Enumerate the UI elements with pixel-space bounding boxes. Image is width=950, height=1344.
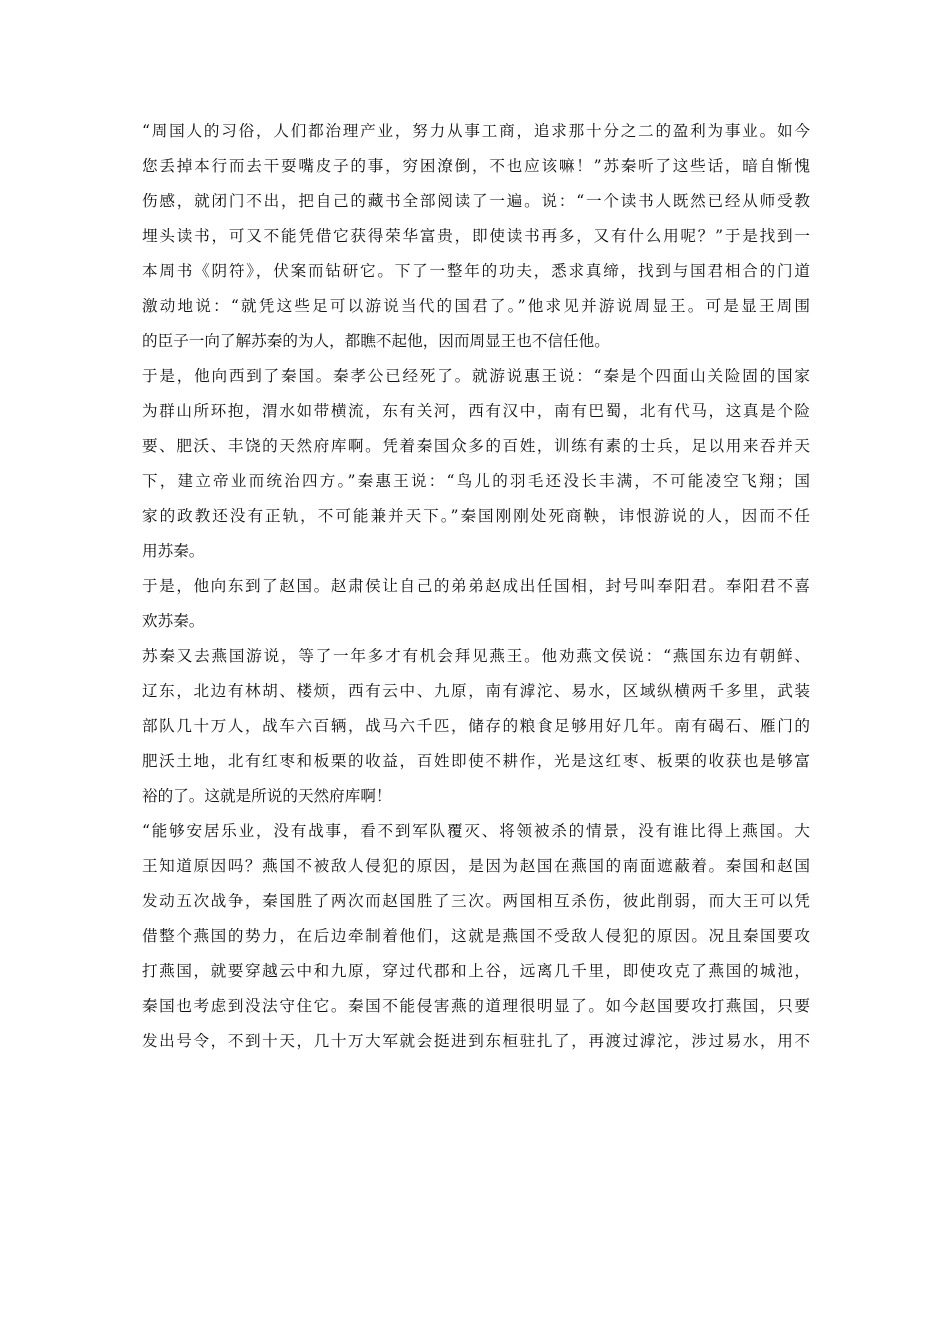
text-line: 家的政教还没有正轨，不可能兼并天下。”秦国刚刚处死商鞅，讳恨游说的人，因而不任: [142, 507, 810, 525]
text-line: 激动地说：“就凭这些足可以游说当代的国君了。”他求见并游说周显王。可是显王周围: [142, 297, 810, 315]
text-line: 用苏秦。: [142, 542, 205, 560]
text-line: 的臣子一向了解苏秦的为人，都瞧不起他，因而周显王也不信任他。: [142, 332, 610, 350]
text-line: 发出号令，不到十天，几十万大军就会挺进到东桓驻扎了，再渡过滹沱，涉过易水，用不: [142, 1032, 810, 1050]
text-line: 您丢掉本行而去干耍嘴皮子的事，穷困潦倒，不也应该嘛！”苏秦听了这些话，暗自惭愧: [142, 157, 810, 175]
paragraph: [142, 569, 810, 639]
paragraph: [142, 639, 810, 814]
text-line: 欢苏秦。: [142, 612, 205, 630]
text-line: 秦国也考虑到没法守住它。秦国不能侵害燕的道理很明显了。如今赵国要攻打燕国，只要: [142, 997, 810, 1015]
text-line: 辽东，北边有林胡、楼烦，西有云中、九原，南有滹沱、易水，区域纵横两千多里，武装: [142, 682, 810, 700]
text-line: 部队几十万人，战车六百辆，战马六千匹，储存的粮食足够用好几年。南有碣石、雁门的: [142, 717, 810, 735]
paragraph: [142, 359, 810, 569]
text-line: 伤感，就闭门不出，把自己的藏书全部阅读了一遍。说：“一个读书人既然已经从师受教: [142, 192, 810, 210]
text-line: 打燕国，就要穿越云中和九原，穿过代郡和上谷，远离几千里，即使攻克了燕国的城池，: [142, 962, 810, 980]
paragraph: [142, 814, 810, 1059]
document-body: [142, 114, 810, 1059]
paragraph: [142, 114, 810, 359]
text-line: “能够安居乐业，没有战事，看不到军队覆灭、将领被杀的情景，没有谁比得上燕国。大: [142, 822, 810, 840]
text-line: 于是，他向西到了秦国。秦孝公已经死了。就游说惠王说：“秦是个四面山关险固的国家: [142, 367, 810, 385]
text-line: 发动五次战争，秦国胜了两次而赵国胜了三次。两国相互杀伤，彼此削弱，而大王可以凭: [142, 892, 810, 910]
text-line: “周国人的习俗，人们都治理产业，努力从事工商，追求那十分之二的盈利为事业。如今: [142, 122, 810, 140]
text-line: 借整个燕国的势力，在后边牵制着他们，这就是燕国不受敌人侵犯的原因。况且秦国要攻: [142, 927, 810, 945]
text-line: 裕的了。这就是所说的天然府库啊！: [142, 787, 392, 805]
text-line: 为群山所环抱，渭水如带横流，东有关河，西有汉中，南有巴蜀，北有代马，这真是个险: [142, 402, 810, 420]
text-line: 埋头读书，可又不能凭借它获得荣华富贵，即使读书再多，又有什么用呢？”于是找到一: [142, 227, 810, 245]
text-line: 下，建立帝业而统治四方。”秦惠王说：“鸟儿的羽毛还没长丰满，不可能凌空飞翔；国: [142, 472, 810, 490]
text-line: 于是，他向东到了赵国。赵肃侯让自己的弟弟赵成出任国相，封号叫奉阳君。奉阳君不喜: [142, 577, 810, 595]
text-line: 肥沃土地，北有红枣和板栗的收益，百姓即使不耕作，光是这红枣、板栗的收获也是够富: [142, 752, 810, 770]
text-line: 苏秦又去燕国游说，等了一年多才有机会拜见燕王。他劝燕文侯说：“燕国东边有朝鲜、: [142, 647, 810, 665]
text-line: 王知道原因吗？燕国不被敌人侵犯的原因，是因为赵国在燕国的南面遮蔽着。秦国和赵国: [142, 857, 810, 875]
text-line: 本周书《阴符》，伏案而钻研它。下了一整年的功夫，悉求真缔，找到与国君相合的门道: [142, 262, 810, 280]
text-line: 要、肥沃、丰饶的天然府库啊。凭着秦国众多的百姓，训练有素的士兵，足以用来吞并天: [142, 437, 810, 455]
